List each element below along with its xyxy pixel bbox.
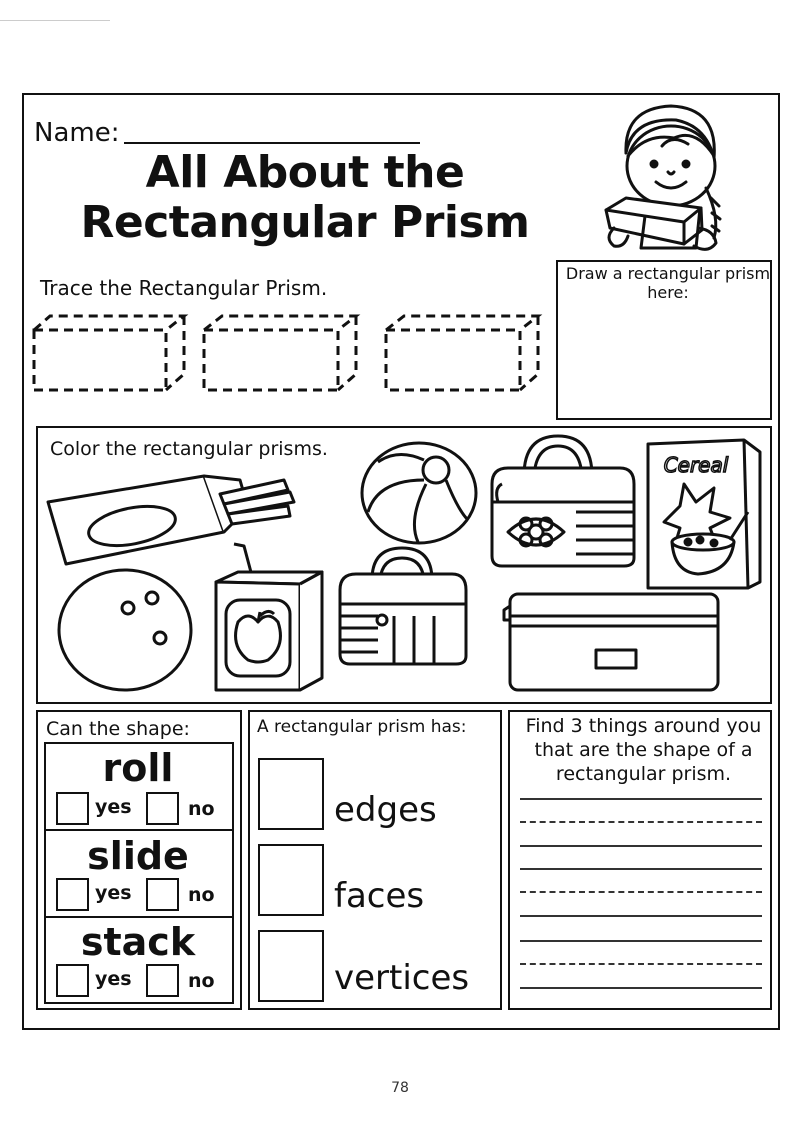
writing-midline [520,821,762,823]
vertices-answer-box[interactable] [258,930,324,1002]
stack-yes-label: yes [95,968,132,990]
trace-prism-2[interactable] [200,312,362,394]
title-line-2: Rectangular Prism [80,197,530,248]
verb-slide: slide [87,834,189,878]
find-things-heading: Find 3 things around you that are the shape of a rectangular prism. [525,715,762,785]
grid-divider [44,829,234,831]
roll-no-checkbox[interactable] [146,792,179,825]
stack-no-checkbox[interactable] [146,964,179,997]
slide-no-label: no [188,884,215,906]
title-line-1: All About the [145,147,465,198]
writing-line[interactable] [520,798,762,800]
draw-instruction: Draw a rectangular prism here: [565,264,771,302]
slide-yes-checkbox[interactable] [56,878,89,911]
grid-divider [44,916,234,918]
bowling-ball-illustration[interactable] [54,566,196,694]
writing-line[interactable] [520,987,762,989]
lunch-box-illustration[interactable] [484,432,638,570]
beach-ball-illustration[interactable] [358,440,480,546]
writing-midline [520,891,762,893]
girl-with-prism-illustration [596,98,746,260]
juice-box-illustration[interactable] [212,542,326,692]
vertices-label: vertices [334,958,470,998]
slide-yes-label: yes [95,882,132,904]
writing-line[interactable] [520,940,762,942]
writing-line[interactable] [520,915,762,917]
faces-answer-box[interactable] [258,844,324,916]
writing-line[interactable] [520,845,762,847]
verb-roll: roll [102,746,174,790]
scan-mark [0,20,110,21]
slide-no-checkbox[interactable] [146,878,179,911]
roll-yes-checkbox[interactable] [56,792,89,825]
color-instruction: Color the rectangular prisms. [50,438,328,460]
lunch-pail-illustration[interactable] [334,544,470,668]
page-number: 78 [391,1080,409,1096]
edges-label: edges [334,790,437,830]
trace-prism-3[interactable] [382,312,544,394]
can-the-shape-heading: Can the shape: [46,718,190,740]
faces-label: faces [334,876,425,916]
writing-line[interactable] [520,868,762,870]
name-input-line[interactable] [124,142,420,144]
roll-yes-label: yes [95,796,132,818]
pencil-case-illustration[interactable] [504,590,722,694]
roll-no-label: no [188,798,215,820]
verb-stack: stack [80,920,196,964]
stack-yes-checkbox[interactable] [56,964,89,997]
cereal-box-illustration[interactable] [644,432,766,592]
edges-answer-box[interactable] [258,758,324,830]
stack-no-label: no [188,970,215,992]
prism-has-heading: A rectangular prism has: [257,717,467,737]
trace-instruction: Trace the Rectangular Prism. [40,276,328,300]
trace-prism-1[interactable] [30,312,190,394]
cereal-label: Cereal [663,453,729,477]
name-label: Name: [34,118,120,148]
writing-midline [520,963,762,965]
